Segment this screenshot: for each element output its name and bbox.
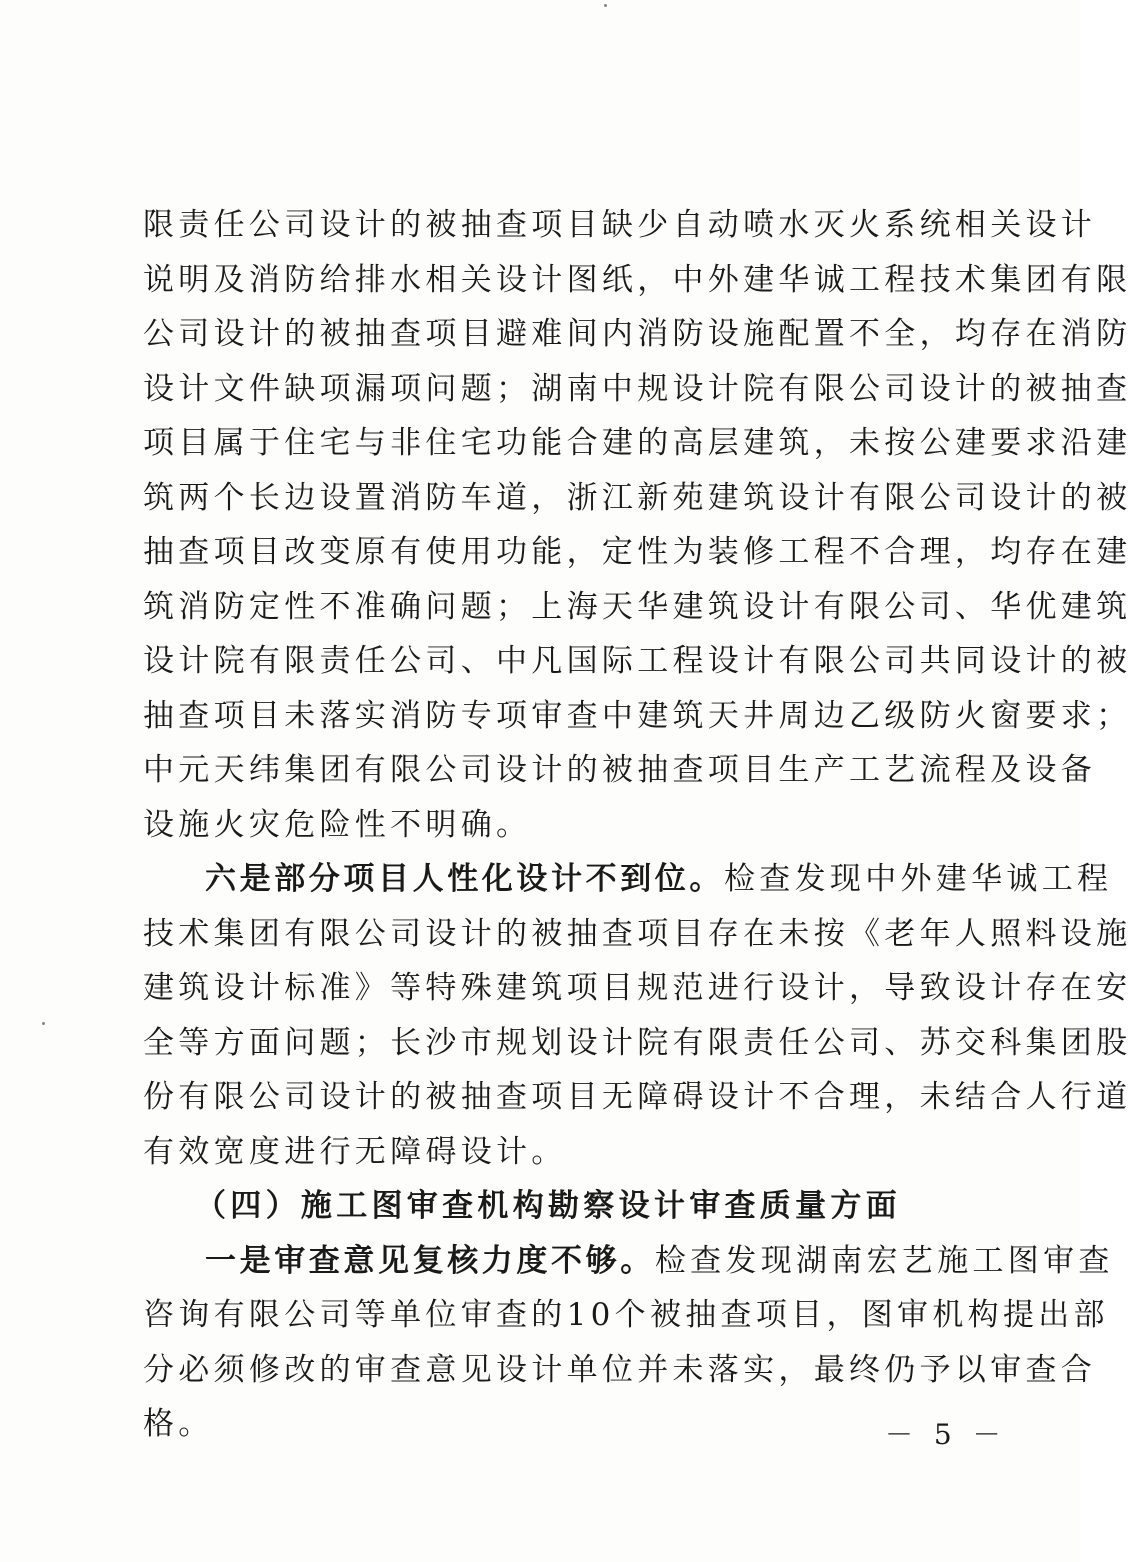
- text-line: 技术集团有限公司设计的被抽查项目存在未按《老年人照料设施: [143, 915, 1131, 952]
- text-line: 公司设计的被抽查项目避难间内消防设施配置不全，均存在消防: [143, 316, 1131, 352]
- text-line: 咨询有限公司等单位审查的10个被抽查项目，图审机构提出部: [143, 1297, 1109, 1333]
- text-line: 项目属于住宅与非住宅功能合建的高层建筑，未按公建要求沿建: [143, 425, 1131, 461]
- text-line: 筑消防定性不准确问题；上海天华建筑设计有限公司、华优建筑: [143, 588, 1131, 625]
- text-line: 格。: [143, 1406, 214, 1442]
- text-line: 全等方面问题；长沙市规划设计院有限责任公司、苏交科集团股: [143, 1024, 1131, 1061]
- text-line: 抽查项目改变原有使用功能，定性为装修工程不合理，均存在建: [143, 534, 1131, 570]
- paragraph-one-first-line: [143, 1234, 1114, 1289]
- paragraph-six-lead: 六是部分项目人性化设计不到位。: [205, 861, 724, 897]
- text-line: 有效宽度进行无障碍设计。: [143, 1133, 567, 1170]
- paragraph-one-lead: 一是审查意见复核力度不够。: [205, 1242, 655, 1279]
- text-line: 设计院有限责任公司、中凡国际工程设计有限公司共同设计的被: [143, 643, 1131, 679]
- paragraph-six-first-line: [143, 852, 1113, 907]
- paragraph-six-rest: 检查发现中外建华诚工程: [724, 861, 1113, 897]
- text-line: 抽查项目未落实消防专项审查中建筑天井周边乙级防火窗要求；: [143, 697, 1131, 734]
- scan-speck: [42, 1022, 45, 1025]
- text-line: 中元天纬集团有限公司设计的被抽查项目生产工艺流程及设备: [143, 752, 1097, 788]
- text-line: 建筑设计标准》等特殊建筑项目规范进行设计，导致设计存在安: [143, 970, 1131, 1006]
- text-line: 设计文件缺项漏项问题；湖南中规设计院有限公司设计的被抽查: [143, 370, 1131, 407]
- text-line: 设施火灾危险性不明确。: [143, 806, 532, 843]
- body-text: [143, 198, 1131, 1452]
- page-number: － 5 －: [885, 1418, 1007, 1451]
- scan-speck: [604, 4, 607, 7]
- text-line: 筑两个长边设置消防车道，浙江新苑建筑设计有限公司设计的被: [143, 479, 1131, 516]
- text-line: 份有限公司设计的被抽查项目无障碍设计不合理，未结合人行道: [143, 1079, 1131, 1115]
- text-line: 说明及消防给排水相关设计图纸，中外建华诚工程技术集团有限: [143, 261, 1131, 298]
- text-line: 分必须修改的审查意见设计单位并未落实，最终仍予以审查合: [143, 1351, 1097, 1388]
- section-heading: （四）施工图审查机构勘察设计审查质量方面: [195, 1188, 901, 1224]
- text-line: 限责任公司设计的被抽查项目缺少自动喷水灭火系统相关设计: [143, 207, 1097, 243]
- paragraph-one-rest: 检查发现湖南宏艺施工图审查: [654, 1242, 1114, 1279]
